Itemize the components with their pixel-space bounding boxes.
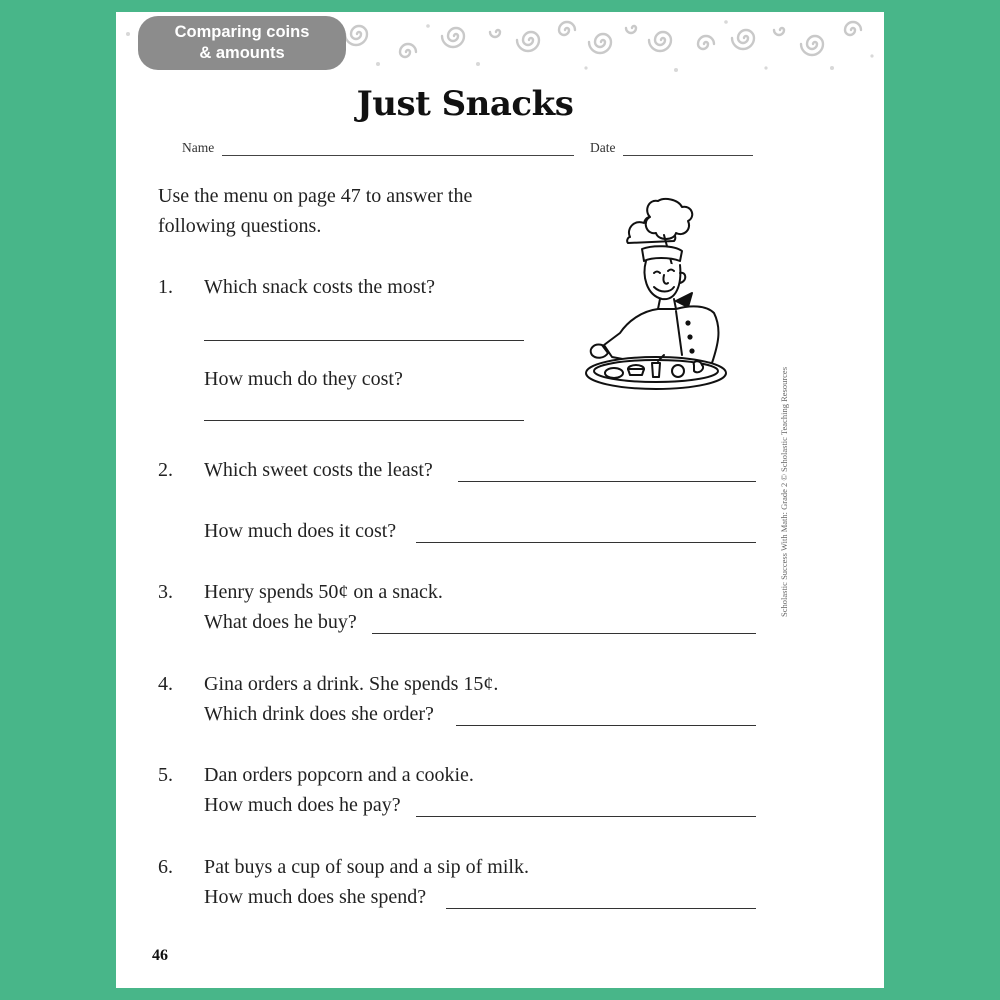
- question-6-subtext: How much does she spend?: [204, 886, 427, 908]
- page-number: 46: [152, 947, 168, 964]
- answer-line-2a[interactable]: [458, 481, 756, 482]
- answer-line-1b[interactable]: [204, 420, 524, 421]
- name-label: Name: [182, 140, 215, 155]
- answer-line-3[interactable]: [372, 633, 756, 634]
- question-5-subtext: How much does he pay?: [204, 794, 401, 816]
- question-1-subtext: How much do they cost?: [204, 368, 403, 390]
- spiral-icon: [345, 26, 367, 45]
- date-field[interactable]: [623, 155, 753, 156]
- spiral-icon: [801, 36, 823, 55]
- topic-badge: [138, 16, 346, 70]
- answer-line-1a[interactable]: [204, 340, 524, 341]
- spiral-icon: [517, 32, 539, 51]
- spiral-icon: [589, 34, 611, 53]
- spiral-icon: [774, 28, 784, 35]
- answer-line-4[interactable]: [456, 725, 756, 726]
- spiral-icon: [626, 26, 636, 33]
- question-4-text: Gina orders a drink. She spends 15¢.: [204, 673, 499, 695]
- question-5-number: 5.: [158, 764, 173, 786]
- answer-line-5[interactable]: [416, 816, 756, 817]
- question-6-text: Pat buys a cup of soup and a sip of milk.: [204, 856, 529, 878]
- spiral-icon: [490, 30, 500, 37]
- worksheet-page: [116, 12, 884, 988]
- question-2-number: 2.: [158, 459, 173, 481]
- spiral-icon: [732, 30, 754, 49]
- name-field[interactable]: [222, 155, 574, 156]
- spiral-icon: [400, 44, 416, 57]
- question-6-number: 6.: [158, 856, 173, 878]
- question-1-text: Which snack costs the most?: [204, 276, 436, 298]
- spiral-icon: [442, 28, 464, 47]
- question-5-text: Dan orders popcorn and a cookie.: [204, 764, 474, 786]
- date-label: Date: [590, 140, 616, 155]
- question-2-subtext: How much does it cost?: [204, 520, 397, 542]
- question-1-number: 1.: [158, 276, 173, 298]
- question-3-number: 3.: [158, 581, 173, 603]
- copyright-credit: Scholastic Success With Math: Grade 2 © Scholastic Teaching Resources: [779, 367, 789, 617]
- question-4-subtext: Which drink does she order?: [204, 703, 434, 725]
- chef-illustration: [584, 195, 729, 395]
- question-4-number: 4.: [158, 673, 173, 695]
- spiral-icon: [559, 22, 575, 35]
- spiral-icon: [649, 32, 671, 51]
- spiral-icon: [845, 22, 861, 35]
- answer-line-2b[interactable]: [416, 542, 756, 543]
- question-2-text: Which sweet costs the least?: [204, 459, 433, 481]
- topic-badge-line-2: & amounts: [199, 44, 285, 62]
- instructions-line-1: Use the menu on page 47 to answer the: [158, 185, 473, 207]
- spiral-icon: [698, 36, 714, 49]
- topic-badge-line-1: Comparing coins: [174, 23, 310, 41]
- page-title: Just Snacks: [356, 84, 574, 124]
- question-3-text: Henry spends 50¢ on a snack.: [204, 581, 443, 603]
- question-3-subtext: What does he buy?: [204, 611, 357, 633]
- instructions-line-2: following questions.: [158, 215, 322, 237]
- answer-line-6[interactable]: [446, 908, 756, 909]
